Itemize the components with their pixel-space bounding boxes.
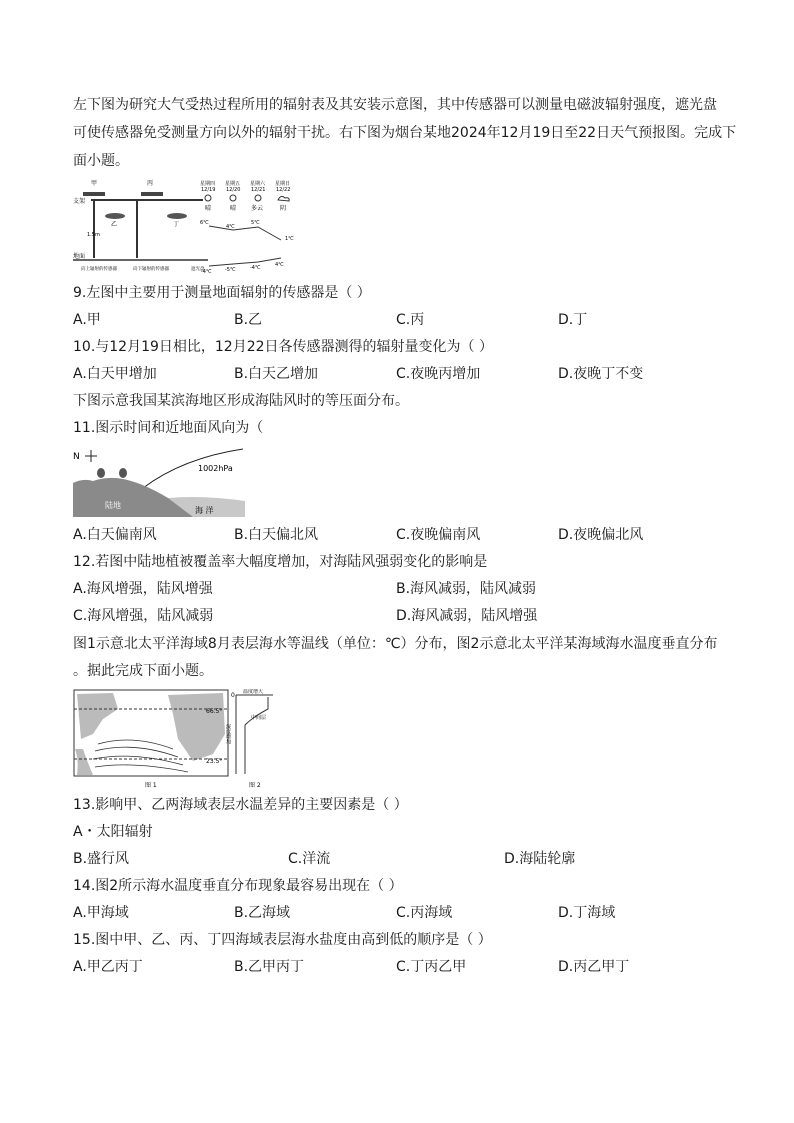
high-4: 1℃ (285, 236, 294, 242)
q15-option-b[interactable]: B.乙甲丙丁 (234, 959, 305, 975)
label-height: 1.5m (87, 232, 100, 238)
q10-option-a[interactable]: A.白天甲增加 (73, 366, 157, 382)
label-bracket: 支架 (73, 198, 86, 205)
intro-line-3: 面小题。 (73, 153, 129, 169)
q14-stem: 14.图2所示海水温度垂直分布现象最容易出现在（ ） (73, 878, 403, 894)
intro-line-1: 左下图为研究大气受热过程所用的辐射表及其安装示意图，其中传感器可以测量电磁波辐射强度，遮光盘 (73, 97, 717, 113)
high-2: 4℃ (226, 224, 235, 230)
q11-stem: 11.图示时间和近地面风向为（ (73, 420, 264, 436)
weather-4: 阴 (280, 205, 287, 212)
q15-option-a[interactable]: A.甲乙丙丁 (73, 959, 143, 975)
day-4: 星期日 (275, 181, 291, 187)
day-1: 星期四 (200, 181, 216, 187)
q13-option-c[interactable]: C.洋流 (288, 851, 331, 867)
sun-icon (205, 195, 211, 201)
label-jia: 甲 (91, 180, 98, 187)
label-ground: 地面 (73, 253, 86, 260)
sun-icon (230, 195, 236, 201)
high-3: 5℃ (251, 220, 260, 226)
intro-line-2: 可使传感器免受测量方向以外的辐射干扰。右下图为烟台某地2024年12月19日至22日天气预报图。完成下 (73, 125, 737, 141)
q11-option-b[interactable]: B.白天偏北风 (234, 527, 319, 543)
date-4: 12/22 (276, 187, 291, 193)
q12-option-d[interactable]: D.海风减弱，陆风增强 (396, 608, 538, 624)
q14-option-d[interactable]: D.丁海域 (558, 905, 616, 921)
date-3: 12/21 (251, 187, 266, 193)
day-3: 星期六 (250, 181, 266, 187)
land-label: 陆地 (105, 501, 121, 510)
intro-3-line-2: 。据此完成下面小题。 (73, 663, 213, 679)
q11-option-a[interactable]: A.白天偏南风 (73, 527, 157, 543)
q9-option-b[interactable]: B.乙 (234, 312, 263, 328)
q12-option-c[interactable]: C.海风增强，陆风减弱 (73, 608, 214, 624)
q12-option-b[interactable]: B.海风减弱，陆风减弱 (396, 581, 537, 597)
date-1: 12/19 (201, 187, 216, 193)
label-yi: 乙 (111, 221, 118, 228)
q13-stem: 13.影响甲、乙两海域表层水温差异的主要因素是（ ） (73, 797, 408, 813)
q10-stem: 10.与12月19日相比，12月22日各传感器测得的辐射量变化为（ ） (73, 339, 493, 355)
figure-1-caption: 图 1 (145, 782, 157, 789)
q9-stem: 9.左图中主要用于测量地面辐射的传感器是（ ） (73, 285, 371, 301)
intro-2: 下图示意我国某滨海地区形成海陆风时的等压面分布。 (73, 393, 409, 409)
q14-option-b[interactable]: B.乙海域 (234, 905, 291, 921)
q10-option-c[interactable]: C.夜晚丙增加 (396, 366, 481, 382)
q13-option-d[interactable]: D.海陆轮廓 (504, 851, 576, 867)
partly-cloudy-icon (255, 195, 261, 201)
label-bing: 丙 (147, 180, 154, 187)
q11-option-c[interactable]: C.夜晚偏南风 (396, 527, 481, 543)
day-2: 星期五 (225, 181, 241, 187)
north-label: N (73, 452, 80, 462)
low-1: -4℃ (201, 269, 212, 275)
pacific-temperature-figure (73, 689, 278, 789)
weather-3: 多云 (251, 205, 264, 212)
q14-option-a[interactable]: A.甲海域 (73, 905, 129, 921)
q13-option-b[interactable]: B.盛行风 (73, 851, 130, 867)
low-2: -5℃ (225, 267, 236, 273)
legend-1: 向上辐射的传感器 (81, 267, 117, 272)
legend-3: 遮光盘 (191, 267, 205, 272)
q10-option-d[interactable]: D.夜晚丁不变 (558, 366, 644, 382)
q14-option-c[interactable]: C.丙海域 (396, 905, 453, 921)
q15-option-c[interactable]: C.丁丙乙甲 (396, 959, 467, 975)
q9-option-c[interactable]: C.丙 (396, 312, 425, 328)
temp-axis-label: 温度增大 (243, 689, 264, 695)
low-3: -4℃ (250, 265, 261, 271)
q12-option-a[interactable]: A.海风增强，陆风增强 (73, 581, 213, 597)
origin-label: 0 (231, 692, 235, 699)
q15-option-d[interactable]: D.丙乙甲丁 (558, 959, 630, 975)
low-4: 4℃ (275, 262, 284, 268)
latitude-66: 66.5° (206, 708, 223, 715)
q12-stem: 12.若图中陆地植被覆盖率大幅度增加，对海陆风强弱变化的影响是 (73, 554, 488, 570)
middle-layer-label: 中间层 (251, 715, 267, 721)
q13-option-a[interactable]: A・太阳辐射 (73, 824, 153, 840)
high-1: 6℃ (200, 220, 209, 226)
latitude-23: 23.5° (206, 758, 223, 765)
sea-land-breeze-diagram (73, 443, 245, 517)
date-2: 12/20 (226, 187, 241, 193)
weather-2: 晴 (230, 205, 237, 212)
q11-option-d[interactable]: D.夜晚偏北风 (558, 527, 644, 543)
figure-2-caption: 图 2 (249, 782, 261, 789)
q15-stem: 15.图中甲、乙、丙、丁四海域表层海水盐度由高到低的顺序是（ ） (73, 932, 492, 948)
radiation-meter-diagram (73, 178, 313, 278)
intro-3-line-1: 图1示意北太平洋海域8月表层海水等温线（单位：℃）分布，图2示意北太平洋某海域海水温度垂直分布 (73, 636, 718, 652)
pressure-label: 1002hPa (198, 464, 233, 473)
cloud-icon (278, 196, 289, 201)
legend-2: 向下辐射的传感器 (133, 267, 169, 272)
q9-option-d[interactable]: D.丁 (558, 312, 588, 328)
q9-option-a[interactable]: A.甲 (73, 312, 101, 328)
depth-axis-label: 深度增加 (225, 724, 231, 744)
q10-option-b[interactable]: B.白天乙增加 (234, 366, 319, 382)
sea-label: 海 洋 (195, 506, 214, 515)
label-ding: 丁 (173, 221, 180, 228)
weather-1: 晴 (205, 205, 212, 212)
